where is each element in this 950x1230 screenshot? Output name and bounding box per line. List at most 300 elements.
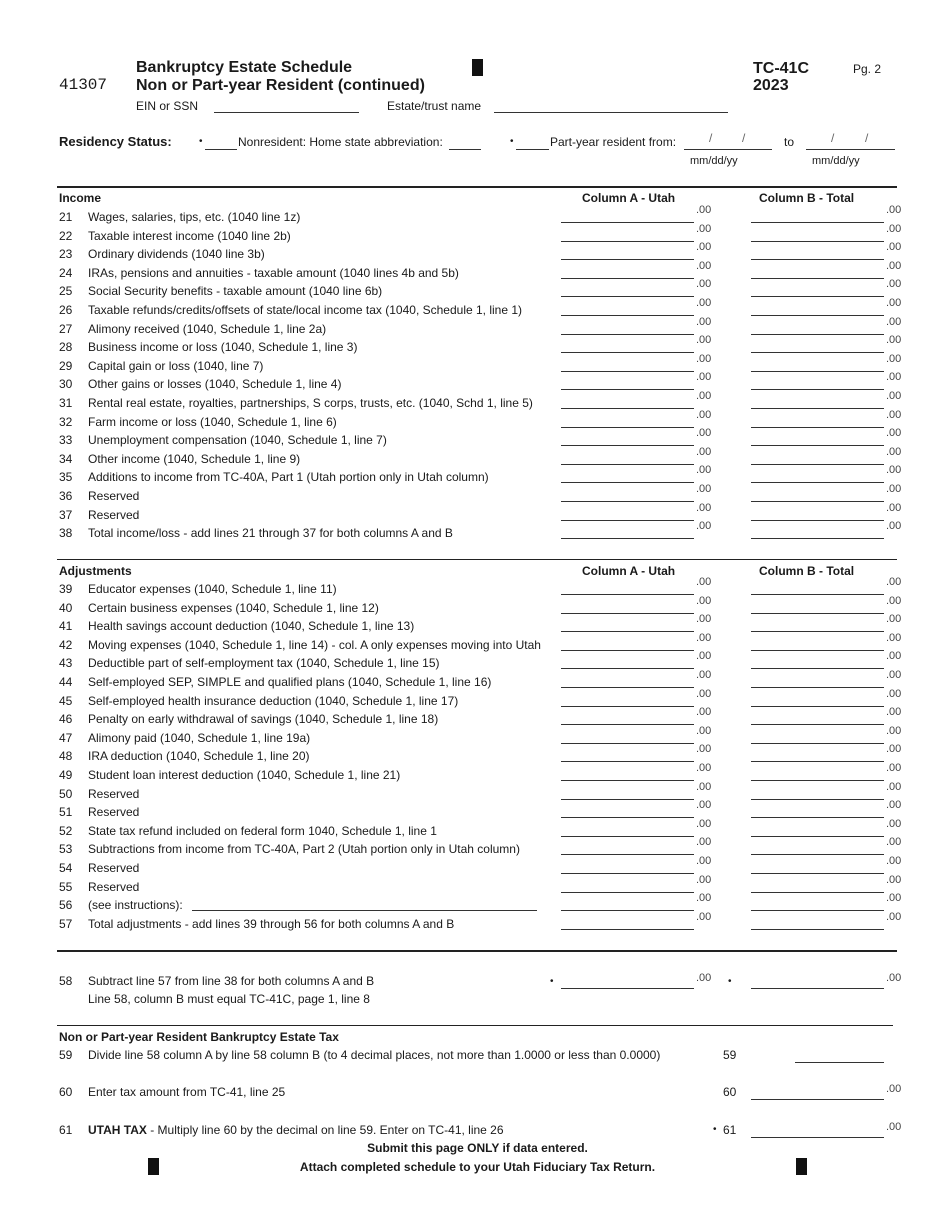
col-a-input[interactable]	[561, 259, 694, 260]
line-number: 58	[59, 974, 73, 988]
line-number: 56	[59, 898, 73, 913]
partyear-to-date[interactable]	[806, 149, 895, 150]
col-b-input[interactable]	[751, 594, 884, 595]
line-label: Health savings account deduction (1040, Schedule 1, line 13)	[88, 619, 415, 634]
line-label: Penalty on early withdrawal of savings (1040, Schedule 1, line 18)	[88, 712, 439, 727]
cents: .00	[696, 836, 712, 849]
cents: .00	[886, 817, 902, 830]
line-label: Rental real estate, royalties, partnerships, S corps, trusts, etc. (1040, Schd 1, line 5)	[88, 396, 533, 410]
date-format-to: mm/dd/yy	[812, 155, 860, 167]
cents: .00	[886, 743, 902, 756]
cents: .00	[886, 371, 902, 384]
line-number: 35	[59, 470, 73, 485]
form-line-50	[0, 780, 950, 805]
adjustments-col-a-header: Column A - Utah	[582, 564, 676, 578]
line-label: Deductible part of self-employment tax (1040, Schedule 1, line 15)	[88, 656, 440, 671]
cents: .00	[886, 445, 902, 458]
ein-label: EIN or SSN	[136, 99, 199, 113]
col-a-input[interactable]	[561, 464, 694, 465]
line-58-label: Subtract line 57 from line 38 for both columns A and B	[88, 974, 375, 988]
other-adjustment-description-field[interactable]	[192, 910, 537, 911]
cents: .00	[696, 594, 712, 607]
bullet: •	[510, 136, 514, 147]
col-a-input[interactable]	[561, 687, 694, 688]
form-line-56	[0, 892, 950, 916]
page-number: Pg. 2	[853, 62, 882, 76]
line-number: 51	[59, 805, 73, 820]
col-b-input[interactable]	[751, 706, 884, 707]
line-number: 40	[59, 600, 73, 615]
col-b-input[interactable]	[751, 501, 884, 502]
line-label: IRAs, pensions and annuities - taxable amount (1040 lines 4b and 5b)	[88, 265, 459, 280]
footer-submit-note: Submit this page ONLY if data entered.	[367, 1141, 588, 1155]
registration-mark-top	[472, 59, 483, 76]
form-line-55	[0, 873, 950, 898]
line-number: 46	[59, 712, 73, 727]
col-b-input[interactable]	[751, 427, 884, 428]
col-b-input[interactable]	[751, 650, 884, 651]
cents: .00	[696, 631, 712, 644]
line-label: Wages, salaries, tips, etc. (1040 line 1z)	[88, 210, 301, 224]
col-b-input[interactable]	[751, 892, 884, 893]
line-label: Alimony paid (1040, Schedule 1, line 19a)	[88, 730, 311, 745]
adjustments-col-b-header: Column B - Total	[759, 564, 855, 578]
cents: .00	[696, 427, 712, 440]
cents: .00	[886, 724, 902, 737]
line-label: Moving expenses (1040, Schedule 1, line 14) - col. A only expenses moving into Utah	[88, 637, 541, 652]
cents: .00	[886, 408, 902, 421]
col-b-input[interactable]	[751, 315, 884, 316]
col-a-input[interactable]	[561, 520, 694, 521]
line-label: Certain business expenses (1040, Schedule 1, line 12)	[88, 600, 379, 615]
col-a-input[interactable]	[561, 296, 694, 297]
line-number: 21	[59, 210, 73, 224]
cents: .00	[696, 390, 712, 402]
cents: .00	[696, 799, 712, 812]
line-60-label: Enter tax amount from TC-41, line 25	[88, 1085, 286, 1099]
line-59-ref: 59	[723, 1048, 737, 1062]
cents: .00	[696, 576, 712, 588]
line-59-input[interactable]	[795, 1062, 884, 1063]
col-a-input[interactable]	[561, 706, 694, 707]
line-61-input[interactable]	[751, 1137, 884, 1138]
partyear-checkbox[interactable]	[516, 149, 549, 150]
line-number: 44	[59, 675, 73, 689]
form-line-28	[0, 334, 950, 358]
section-divider	[57, 1025, 893, 1026]
cents: .00	[696, 371, 712, 384]
partyear-label: Part-year resident from:	[550, 135, 677, 149]
line-number: 47	[59, 730, 73, 745]
income-col-a-header: Column A - Utah	[582, 191, 676, 205]
line-number: 23	[59, 247, 73, 262]
line-label: Self-employed SEP, SIMPLE and qualified plans (1040, Schedule 1, line 16)	[88, 675, 492, 689]
cents: .00	[696, 892, 712, 905]
col-a-input[interactable]	[561, 352, 694, 353]
line-61-text: - Multiply line 60 by the decimal on line 59. Enter on TC-41, line 26	[146, 1123, 504, 1137]
col-b-input[interactable]	[751, 687, 884, 688]
line-label: Total adjustments - add lines 39 through 56 for both columns A and B	[88, 916, 455, 931]
col-b-input[interactable]	[751, 854, 884, 855]
line-label: Student loan interest deduction (1040, Schedule 1, line 21)	[88, 768, 401, 782]
adjustments-heading: Adjustments	[59, 564, 132, 578]
form-line-27	[0, 315, 950, 340]
col-b-input[interactable]	[751, 278, 884, 279]
col-a-input[interactable]	[561, 445, 694, 446]
col-b-input[interactable]	[751, 817, 884, 818]
cents: .00	[696, 241, 712, 254]
line-label: IRA deduction (1040, Schedule 1, line 20)	[88, 749, 310, 764]
home-state-field[interactable]	[449, 149, 481, 150]
cents: .00	[696, 743, 712, 756]
line-number: 52	[59, 823, 73, 838]
estate-name-label: Estate/trust name	[387, 99, 482, 113]
to-label: to	[784, 135, 795, 149]
line-label: Taxable interest income (1040 line 2b)	[88, 228, 291, 243]
date-slash: /	[709, 131, 713, 145]
col-a-input[interactable]	[561, 389, 694, 390]
form-line-41	[0, 613, 950, 637]
col-b-input[interactable]	[751, 613, 884, 614]
col-b-input[interactable]	[751, 334, 884, 335]
col-a-input[interactable]	[561, 334, 694, 335]
cents: .00	[886, 594, 902, 607]
cents: .00	[886, 669, 902, 681]
form-line-23	[0, 241, 950, 265]
col-a-input[interactable]	[561, 594, 694, 595]
form-line-37	[0, 501, 950, 526]
line-number: 43	[59, 656, 73, 671]
form-line-34	[0, 445, 950, 470]
cents: .00	[696, 669, 712, 681]
col-a-input[interactable]	[561, 613, 694, 614]
col-b-input[interactable]	[751, 408, 884, 409]
col-b-input[interactable]	[751, 371, 884, 372]
form-line-48	[0, 743, 950, 767]
col-a-input[interactable]	[561, 780, 694, 781]
cents: .00	[696, 762, 712, 774]
cents: .00	[886, 873, 902, 886]
form-line-33	[0, 427, 950, 451]
col-a-input[interactable]	[561, 761, 694, 762]
line-label: Farm income or loss (1040, Schedule 1, line 6)	[88, 414, 337, 429]
cents: .00	[886, 910, 902, 923]
col-a-input[interactable]	[561, 650, 694, 651]
bullet: •	[550, 976, 554, 987]
form-line-51	[0, 799, 950, 823]
col-a-input[interactable]	[561, 873, 694, 874]
cents: .00	[886, 464, 902, 477]
form-line-40	[0, 594, 950, 619]
col-b-input[interactable]	[751, 352, 884, 353]
col-b-input[interactable]	[751, 743, 884, 744]
line-label: Other income (1040, Schedule 1, line 9)	[88, 451, 301, 466]
cents: .00	[886, 576, 902, 588]
line-58-note: Line 58, column B must equal TC-41C, page 1, line 8	[88, 992, 370, 1006]
line-number: 31	[59, 396, 73, 410]
cents: .00	[696, 278, 712, 291]
col-b-input[interactable]	[751, 259, 884, 260]
line-number: 25	[59, 284, 73, 299]
cents: .00	[886, 613, 902, 626]
line-label: Reserved	[88, 861, 140, 875]
form-line-49	[0, 762, 950, 786]
col-b-input[interactable]	[751, 296, 884, 297]
col-b-input[interactable]	[751, 780, 884, 781]
line-number: 41	[59, 619, 73, 634]
line-number: 30	[59, 377, 73, 392]
line-60-input[interactable]	[751, 1099, 884, 1100]
form-line-38	[0, 520, 950, 544]
form-line-32	[0, 408, 950, 433]
cents: .00	[886, 631, 902, 644]
cents: .00	[696, 520, 712, 533]
cents: .00	[696, 315, 712, 328]
cents: .00	[696, 408, 712, 421]
col-a-input[interactable]	[561, 222, 694, 223]
line-number: 28	[59, 340, 73, 355]
cents: .00	[886, 259, 902, 272]
cents: .00	[886, 1083, 902, 1095]
col-b-input[interactable]	[751, 929, 884, 930]
section-divider	[57, 950, 897, 952]
col-b-input[interactable]	[751, 724, 884, 725]
col-a-input[interactable]	[561, 371, 694, 372]
line-number: 55	[59, 879, 73, 894]
col-a-input[interactable]	[561, 427, 694, 428]
ein-field[interactable]	[214, 112, 359, 113]
form-line-52	[0, 817, 950, 842]
col-a-input[interactable]	[561, 278, 694, 279]
line-label: Business income or loss (1040, Schedule 1, line 3)	[88, 340, 358, 355]
form-line-57	[0, 910, 950, 935]
col-b-input[interactable]	[751, 222, 884, 223]
line-number: 34	[59, 451, 73, 466]
col-b-input[interactable]	[751, 520, 884, 521]
income-col-b-header: Column B - Total	[759, 191, 855, 205]
cents: .00	[886, 222, 902, 235]
line-label: Social Security benefits - taxable amount (1040 line 6b)	[88, 284, 383, 299]
col-a-input[interactable]	[561, 631, 694, 632]
col-b-input[interactable]	[751, 241, 884, 242]
line-label: Other gains or losses (1040, Schedule 1, line 4)	[88, 377, 342, 392]
cents: .00	[696, 222, 712, 235]
line-label: Alimony received (1040, Schedule 1, line 2a)	[88, 321, 327, 336]
cents: .00	[886, 780, 902, 793]
section-divider	[57, 186, 897, 188]
line-60-ref: 60	[723, 1085, 737, 1099]
line-number: 50	[59, 786, 73, 801]
line-number: 60	[59, 1085, 73, 1099]
cents: .00	[696, 445, 712, 458]
line-label: Subtractions from income from TC-40A, Part 2 (Utah portion only in Utah column)	[88, 842, 520, 857]
cents: .00	[696, 855, 712, 867]
col-b-input[interactable]	[751, 445, 884, 446]
form-line-35	[0, 464, 950, 488]
col-a-input[interactable]	[561, 836, 694, 837]
col-a-input[interactable]	[561, 501, 694, 502]
cents: .00	[696, 873, 712, 886]
nonresident-checkbox[interactable]	[205, 149, 237, 150]
line-number: 29	[59, 358, 73, 373]
line-number: 61	[59, 1123, 73, 1137]
partyear-from-date[interactable]	[684, 149, 772, 150]
cents: .00	[886, 352, 902, 365]
cents: .00	[696, 297, 712, 309]
line-label: Additions to income from TC-40A, Part 1 (Utah portion only in Utah column)	[88, 470, 489, 485]
cents: .00	[886, 297, 902, 309]
bullet: •	[728, 976, 732, 987]
line-label: Reserved	[88, 805, 140, 820]
col-b-input[interactable]	[751, 538, 884, 539]
cents: .00	[886, 278, 902, 291]
col-a-input[interactable]	[561, 724, 694, 725]
line-label: Unemployment compensation (1040, Schedule 1, line 7)	[88, 433, 387, 448]
col-a-input[interactable]	[561, 408, 694, 409]
utah-tax-label: UTAH TAX	[88, 1123, 147, 1137]
nonresident-label: Nonresident: Home state abbreviation:	[238, 135, 443, 149]
line-label: Capital gain or loss (1040, line 7)	[88, 358, 264, 373]
line-61-ref: 61	[723, 1123, 737, 1137]
line-number: 49	[59, 768, 73, 782]
cents: .00	[696, 204, 712, 216]
line-label: Taxable refunds/credits/offsets of state/local income tax (1040, Schedule 1, line 1)	[88, 303, 523, 317]
col-b-input[interactable]	[751, 873, 884, 874]
col-b-input[interactable]	[751, 631, 884, 632]
cents: .00	[696, 259, 712, 272]
line-number: 42	[59, 637, 73, 652]
form-line-31	[0, 390, 950, 414]
line-number: 37	[59, 507, 73, 522]
date-slash: /	[865, 131, 869, 145]
cents: .00	[696, 464, 712, 477]
cents: .00	[886, 855, 902, 867]
cents: .00	[696, 817, 712, 830]
cents: .00	[886, 1121, 902, 1133]
form-line-47	[0, 724, 950, 749]
cents: .00	[886, 892, 902, 905]
cents: .00	[696, 352, 712, 365]
registration-mark-right	[796, 1158, 807, 1175]
line-58-col-b-input[interactable]	[751, 988, 884, 989]
form-subtitle: Non or Part-year Resident (continued)	[136, 77, 425, 94]
income-heading: Income	[59, 191, 102, 205]
line-label: State tax refund included on federal form 1040, Schedule 1, line 1	[88, 823, 437, 838]
cents: .00	[886, 241, 902, 254]
form-line-24	[0, 259, 950, 284]
line-label: Reserved	[88, 879, 140, 894]
cents: .00	[886, 315, 902, 328]
line-number: 48	[59, 749, 73, 764]
registration-mark-left	[148, 1158, 159, 1175]
estate-name-field[interactable]	[494, 112, 728, 113]
col-a-input[interactable]	[561, 668, 694, 669]
bullet: •	[713, 1124, 717, 1135]
col-b-input[interactable]	[751, 761, 884, 762]
form-line-42	[0, 631, 950, 656]
cents: .00	[696, 501, 712, 514]
cents: .00	[696, 780, 712, 793]
residency-status-label: Residency Status:	[59, 134, 172, 149]
cents: .00	[886, 520, 902, 533]
line-number: 39	[59, 582, 73, 596]
col-a-input[interactable]	[561, 892, 694, 893]
cents: .00	[886, 762, 902, 774]
form-line-43	[0, 650, 950, 674]
line-number: 53	[59, 842, 73, 857]
date-slash: /	[831, 131, 835, 145]
line-58-col-a-input[interactable]	[561, 988, 694, 989]
line-label: (see instructions):	[88, 898, 183, 913]
col-a-input[interactable]	[561, 538, 694, 539]
cents: .00	[886, 204, 902, 216]
cents: .00	[696, 334, 712, 347]
line-number: 57	[59, 916, 73, 931]
tax-heading: Non or Part-year Resident Bankruptcy Estate Tax	[59, 1030, 339, 1044]
col-b-input[interactable]	[751, 836, 884, 837]
col-a-input[interactable]	[561, 854, 694, 855]
cents: .00	[696, 706, 712, 719]
col-b-input[interactable]	[751, 799, 884, 800]
bullet: •	[199, 136, 203, 147]
form-line-30	[0, 371, 950, 395]
form-line-44	[0, 669, 950, 693]
line-label: Self-employed health insurance deduction (1040, Schedule 1, line 17)	[88, 693, 459, 708]
form-line-54	[0, 855, 950, 879]
line-59-label: Divide line 58 column A by line 58 column B (to 4 decimal places, not more than 1.0000 or less than 0.0000)	[88, 1048, 661, 1062]
cents: .00	[696, 724, 712, 737]
cents: .00	[886, 706, 902, 719]
date-slash: /	[742, 131, 746, 145]
line-label: Reserved	[88, 786, 140, 801]
cents: .00	[886, 427, 902, 440]
col-a-input[interactable]	[561, 910, 694, 911]
col-b-input[interactable]	[751, 482, 884, 483]
line-number: 33	[59, 433, 73, 448]
line-61-label	[88, 1123, 504, 1137]
col-b-input[interactable]	[751, 910, 884, 911]
col-b-input[interactable]	[751, 668, 884, 669]
line-label: Educator expenses (1040, Schedule 1, line 11)	[88, 582, 337, 596]
form-id: TC-41C	[753, 60, 810, 77]
col-a-input[interactable]	[561, 241, 694, 242]
cents: .00	[886, 972, 902, 984]
col-b-input[interactable]	[751, 464, 884, 465]
line-number: 26	[59, 303, 73, 317]
cents: .00	[886, 483, 902, 495]
col-a-input[interactable]	[561, 482, 694, 483]
cents: .00	[886, 836, 902, 849]
line-number: 24	[59, 265, 73, 280]
cents: .00	[696, 650, 712, 663]
col-a-input[interactable]	[561, 743, 694, 744]
cents: .00	[696, 687, 712, 700]
form-code: 41307	[59, 76, 108, 94]
cents: .00	[696, 972, 712, 984]
line-number: 45	[59, 693, 73, 708]
form-line-46	[0, 706, 950, 730]
line-label: Total income/loss - add lines 21 through 37 for both columns A and B	[88, 526, 453, 541]
col-a-input[interactable]	[561, 817, 694, 818]
line-number: 59	[59, 1048, 73, 1062]
tax-year: 2023	[753, 77, 789, 94]
col-a-input[interactable]	[561, 799, 694, 800]
cents: .00	[886, 687, 902, 700]
col-a-input[interactable]	[561, 315, 694, 316]
footer-attach-note: Attach completed schedule to your Utah Fiduciary Tax Return.	[299, 1160, 656, 1174]
col-b-input[interactable]	[751, 389, 884, 390]
col-a-input[interactable]	[561, 929, 694, 930]
